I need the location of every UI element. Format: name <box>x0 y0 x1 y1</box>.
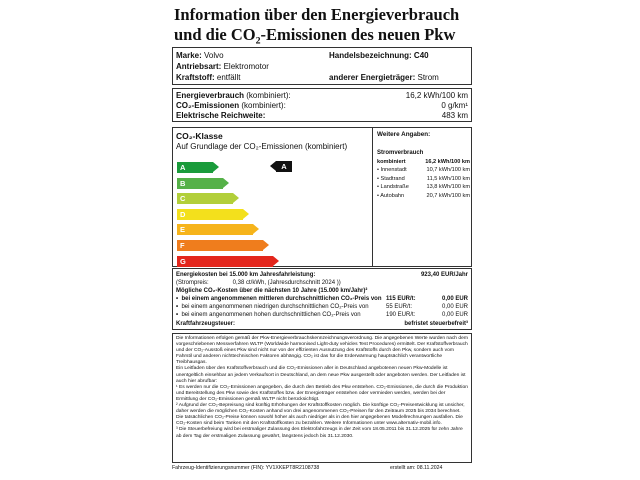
power-consumption-row <box>377 175 470 183</box>
energy-cost-row <box>176 271 468 279</box>
other-label: anderer Energieträger: <box>329 73 416 82</box>
co2-cost-mid-row: • bei einem angenommenen mittleren durchschnittlichen CO₂-Preis von 115 EUR/t: 0,00 EUR <box>176 296 468 302</box>
fuel-row <box>176 72 240 83</box>
range-label: Elektrische Reichweite: <box>176 111 266 120</box>
co2-class-letter: E <box>180 225 186 235</box>
co2-cost-low-value: 0,00 EUR <box>441 304 468 310</box>
range-value: 483 km <box>441 111 468 120</box>
power-consumption-row <box>377 158 470 166</box>
power-price-detail: 0,38 ct/kWh, (Jahresdurchschnitt 2024 )) <box>232 280 341 286</box>
vin-number: Fahrzeug-Identifizierungsnummer (FIN): YV1XKEPT8R2108738 <box>172 465 320 471</box>
legal-footnote-2: ² Aufgrund der CO₂-Bepreisung sind künftig Erhöhungen der Kraftstoffkosten möglich. Die künftige CO₂-Preisentwicklung ist unsicher, daher werden die möglichen CO₂-Kosten anhand von drei angenommenen CO₂-Preisen für den Zeitraum 2025 bis 2034 berechnet. Die tatsächlichen CO₂-Preise können sowohl höher als auch niedriger als in den hier angegebenen Modellrechnungen ausfallen. Die CO₂-Kosten sind beim Tanken mit den Kraftstoffkosten zu bezahlen. Weitere Informationen unter www.alternativ-mobil.info. <box>176 403 465 427</box>
costs-box <box>172 268 472 330</box>
power-consumption-row <box>377 192 470 200</box>
co2-cost-low-price: 55 EUR/t: <box>386 304 413 310</box>
power-consumption-value: 13,8 kWh/100 km <box>426 184 470 191</box>
trade-name-row <box>329 50 429 61</box>
co2-class-letter: C <box>180 194 186 204</box>
power-consumption-value: 16,2 kWh/100 km <box>425 159 470 165</box>
energy-value: 16,2 kWh/100 km <box>405 91 468 100</box>
drive-value: Elektromotor <box>223 62 269 71</box>
legal-paragraph: Die Informationen erfolgen gemäß der Pkw-Energieverbrauchskennzeichnungsverordnung. Die angegebenen Werte wurden nach dem vorgeschriebenen Messverfahren WLTP (Worldwide harmonised Light-duty vehicles Test Procedures) ermittelt. Der Kraftstoffverbrauch und der CO₂-Ausstoß eines Pkw sind nicht nur von der effizienten Ausnutzung des Kraftstoffs durch den Pkw, sondern auch vom Fahrstil und anderen nichttechnischen Faktoren abhängig. CO₂ ist das für die Erderwärmung hauptsächlich verantwortliche Treibhausgas. <box>176 336 468 366</box>
co2-class-title: CO₂-Klasse <box>176 131 223 141</box>
co2-cost-mid-price: 115 EUR/t: <box>386 296 416 302</box>
legal-text-box <box>172 333 472 463</box>
energy-cost-label: Energiekosten bei 15.000 km Jahresfahrleistung: <box>176 272 316 278</box>
power-consumption-label: • Innenstadt <box>377 167 407 174</box>
co2-class-subtitle: Auf Grundlage der CO₂-Emissionen (kombiniert) <box>176 142 348 151</box>
co2-row <box>176 101 468 111</box>
further-title: Weitere Angaben: <box>377 131 431 138</box>
co2-class-letter: D <box>180 209 186 219</box>
co2-cost-mid-label: bei einem angenommenen mittleren durchschnittlichen CO₂-Preis von <box>181 296 382 302</box>
co2-cost-high-row: • bei einem angenommenen hohen durchschnittlichen CO₂-Preis von 190 EUR/t: 0,00 EUR <box>176 312 468 318</box>
energy-cost-value: 923,40 EUR/Jahr <box>420 272 468 278</box>
trade-label: Handelsbezeichnung: <box>329 51 412 60</box>
title-line-2: und die CO₂-Emissionen des neuen Pkw <box>174 25 456 44</box>
other-value: Strom <box>417 73 439 82</box>
co2-class-letter: B <box>180 178 186 188</box>
energy-label: Energieverbrauch <box>176 91 245 100</box>
co2-class-box <box>172 127 472 267</box>
co2-suffix: (kombiniert): <box>241 101 286 110</box>
legal-paragraph: Ein Leitfaden über den Kraftstoffverbrauch und die CO₂-Emissionen aller in Deutschland angebotenen neuen Pkw-Modelle ist unentgeltlich einsehbar an jedem Verkaufsort in Deutschland, an dem neue Pkw ausgestellt oder angeboten werden. Der Leitfaden ist auch hier abrufbar: <box>176 366 466 384</box>
title-line-1: Information über den Energieverbrauch <box>174 5 460 24</box>
brand-value: Volvo <box>204 51 224 60</box>
co2-class-letter: F <box>180 241 185 250</box>
drive-label: Antriebsart: <box>176 62 222 71</box>
co2-cost-mid-value: 0,00 EUR <box>441 296 468 302</box>
consumption-box <box>172 88 472 122</box>
trade-value: C40 <box>413 51 429 60</box>
other-energy-row <box>329 72 439 83</box>
fuel-value: entfällt <box>216 73 241 82</box>
co2-cost-high-value: 0,00 EUR <box>441 312 468 318</box>
brand-label: Marke: <box>176 51 202 60</box>
energy-row <box>176 91 468 101</box>
co2-cost-header: Mögliche CO₂-Kosten über die nächsten 10 Jahre (15.000 km/Jahr)² <box>176 288 368 294</box>
created-date: erstellt am: 08.11.2024 <box>390 465 443 471</box>
current-class-letter: A <box>276 161 292 172</box>
co2-class-letter: G <box>180 256 186 266</box>
co2-cost-high-label: bei einem angenommenen hohen durchschnittlichen CO₂-Preis von <box>181 312 361 318</box>
power-consumption-value: 11,5 kWh/100 km <box>426 175 470 182</box>
brand-row <box>176 50 224 61</box>
power-consumption-label: • Stadtrand <box>377 175 405 182</box>
co2-value: 0 g/km¹ <box>441 101 468 110</box>
co2-cost-high-price: 190 EUR/t: <box>386 312 416 318</box>
power-consumption-label: • Autobahn <box>377 192 405 199</box>
power-consumption-label: • Landstraße <box>377 184 409 191</box>
power-price-row <box>176 279 468 287</box>
vehicle-info-box <box>172 47 472 85</box>
co2-class-scale <box>173 128 373 266</box>
vehicle-tax-row <box>176 320 468 328</box>
power-consumption-title: Stromverbrauch <box>377 150 424 156</box>
vehicle-tax-value: befristet steuerbefreit³ <box>404 321 468 327</box>
power-consumption-value: 20,7 kWh/100 km <box>426 192 470 199</box>
power-consumption-label: kombiniert <box>377 159 406 165</box>
fuel-label: Kraftstoff: <box>176 73 215 82</box>
vehicle-tax-label: Kraftfahrzeugsteuer: <box>176 321 236 327</box>
co2-label: CO₂-Emissionen <box>176 101 240 110</box>
legal-footnote-3: ³ Die Steuerbefreiung wird bei erstmaliger Zulassung des Elektrofahrzeugs in der Zeit vom 18.05.2011 bis 31.12.2025 für zehn Jahre ab dem Tag der erstmaligen Zulassung gewährt, längstens jedoch bis 31.12.2030. <box>176 427 463 439</box>
legal-footnote-1: ¹ Es werden nur die CO₂-Emissionen angegeben, die durch den Betrieb des Pkw entstehen. CO₂-Emissionen, die durch die Produktion und Bereitstellung des Pkw sowie des Kraftstoffes bzw. der Energieträger entstehen oder vermieden werden, werden bei der Ermittlung der CO₂-Emissionen gemäß WLTP nicht berücksichtigt. <box>176 384 468 402</box>
range-row <box>176 111 468 121</box>
power-consumption-row <box>377 183 470 191</box>
power-consumption-value: 10,7 kWh/100 km <box>426 167 470 174</box>
co2-cost-low-row: • bei einem angenommenen niedrigen durchschnittlichen CO₂-Preis von 55 EUR/t: 0,00 EUR <box>176 304 468 310</box>
energy-suffix: (kombiniert): <box>246 91 291 100</box>
drive-row <box>176 61 269 72</box>
co2-cost-low-label: bei einem angenommenen niedrigen durchschnittlichen CO₂-Preis von <box>181 304 369 310</box>
page-title <box>174 5 504 45</box>
power-price-label: (Strompreis: <box>176 280 209 286</box>
co2-class-letter: A <box>180 163 186 172</box>
power-consumption-row <box>377 166 470 174</box>
